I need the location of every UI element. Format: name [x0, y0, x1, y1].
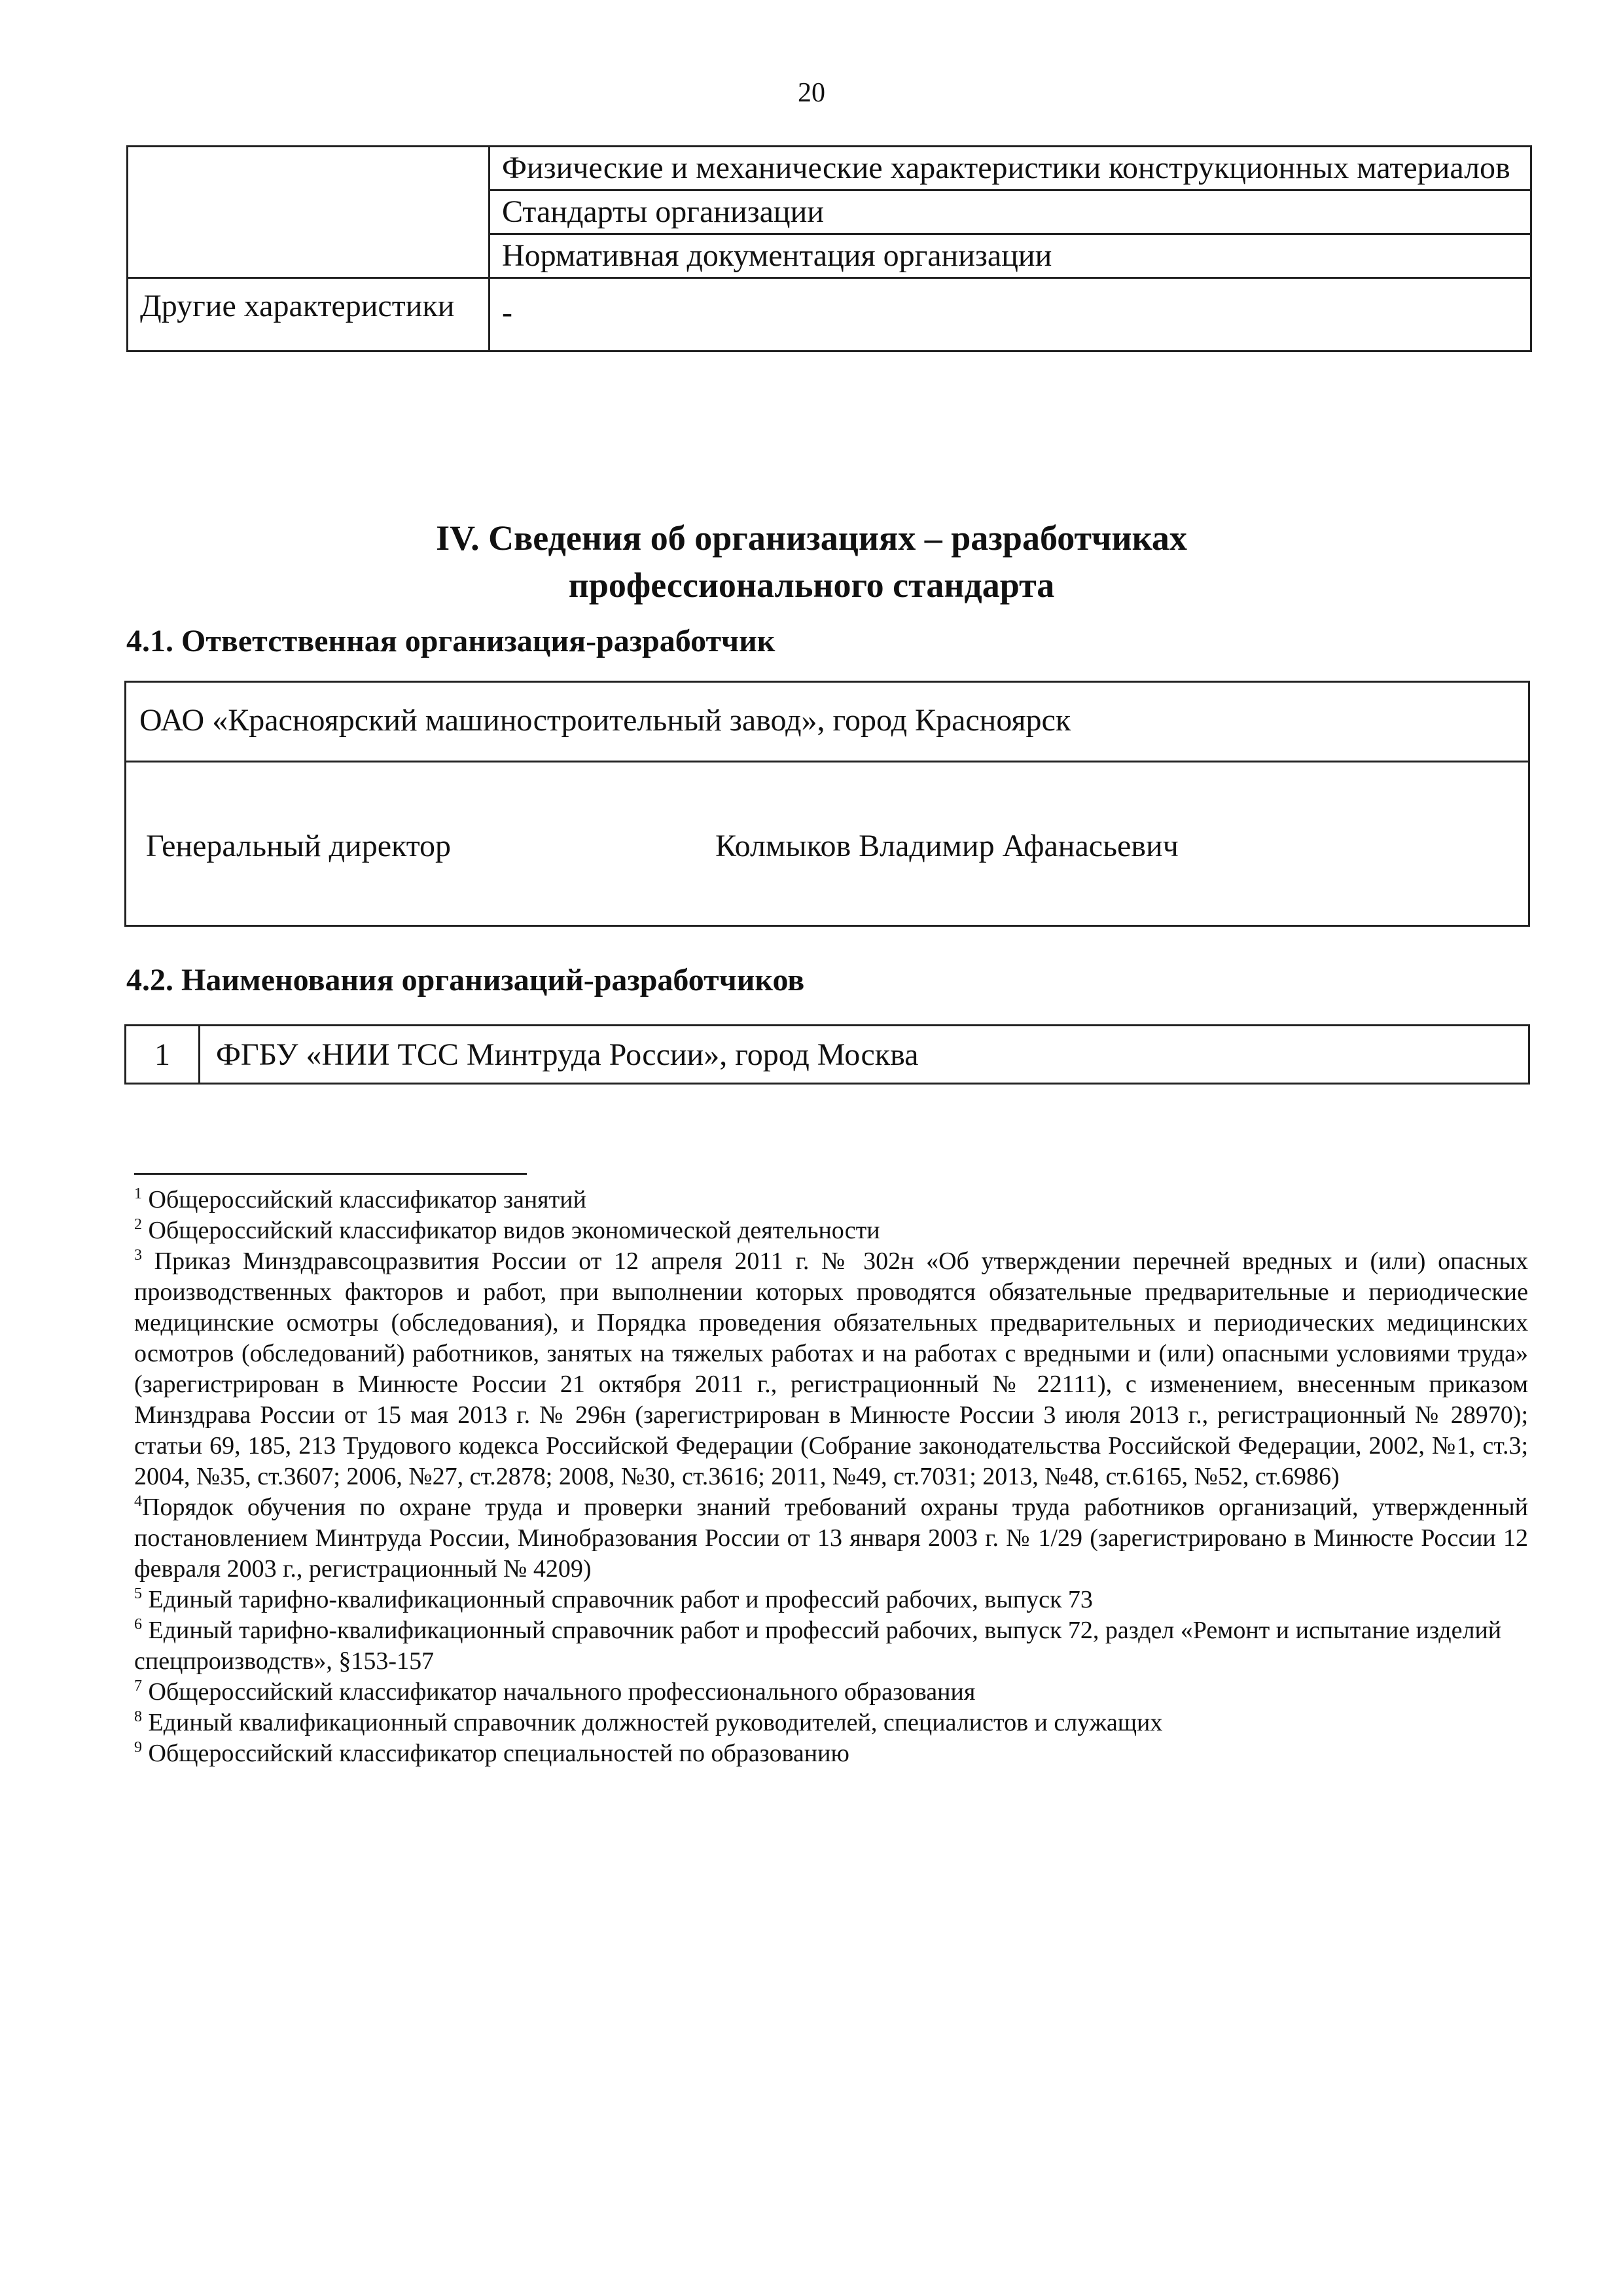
- table-row: [126, 1026, 1529, 1084]
- footnote-text: Общероссийский классификатор видов экономической деятельности: [148, 1217, 880, 1244]
- footnote-mark: 1: [134, 1185, 142, 1202]
- footnote-text: Единый тарифно-квалификационный справочник работ и профессий рабочих, выпуск 72, раздел «Ремонт и испытание изделий спецпроизводств», §153-157: [134, 1617, 1502, 1675]
- table-cell: [490, 190, 1531, 234]
- footnote: [134, 1708, 1528, 1738]
- organization-name: ОАО «Красноярский машиностроительный завод», город Красноярск: [126, 683, 1528, 762]
- footnote-text: Порядок обучения по охране труда и проверки знаний требований охраны труда работников организаций, утвержденный постановлением Минтруда России, Минобразования России от 13 января 2003 г. № 1/29 (зарегистрировано в Минюсте России 12 февраля 2003 г., регистрационный № 4209): [134, 1494, 1528, 1583]
- footnote-text: Общероссийский классификатор занятий: [148, 1186, 586, 1213]
- developers-heading: 4.2. Наименования организаций-разработчиков: [126, 963, 805, 997]
- footnote-text: Общероссийский классификатор специальностей по образованию: [148, 1740, 849, 1767]
- table-row: [128, 147, 1531, 190]
- section-title-line1: IV. Сведения об организациях – разработчиках: [436, 518, 1187, 558]
- footnote-mark: 9: [134, 1739, 142, 1756]
- footnote: [134, 1677, 1528, 1708]
- cell-text: Физические и механические характеристики конструкционных материалов: [502, 151, 1510, 185]
- footnote-mark: 3: [134, 1247, 142, 1264]
- row-label: Другие характеристики: [140, 289, 455, 323]
- table-cell-empty: [128, 147, 490, 278]
- cell-text: Стандарты организации: [502, 194, 824, 229]
- director-name: Колмыков Владимир Афанасьевич: [715, 829, 1179, 863]
- footnote-mark: 8: [134, 1708, 142, 1725]
- footnote-separator: [134, 1173, 527, 1175]
- footnote: [134, 1738, 1528, 1769]
- footnote: [134, 1185, 1528, 1215]
- table-cell: [490, 147, 1531, 190]
- developer-number: 1: [126, 1026, 200, 1084]
- footnote-mark: 5: [134, 1585, 142, 1602]
- footnote-text: Приказ Минздравсоцразвития России от 12 апреля 2011 г. № 302н «Об утверждении перечней вредных и (или) опасных производственных факторов и работ, при выполнении которых проводятся обязательные предварительные и периодические медицинские осмотры (обследования), и Порядка проведения обязательных предварительных и периодических медицинских осмотров (обследований) работников, занятых на тяжелых работах и на работах с вредными и (или) опасными условиями труда» (зарегистрирован в Минюсте России 21 октября 2011 г., регистрационный № 22111), с изменением, внесенным приказом Минздрава России от 15 мая 2013 г. № 296н (зарегистрирован в Минюсте России 3 июля 2013 г., регистрационный № 28970); статьи 69, 185, 213 Трудового кодекса Российской Федерации (Собрание законодательства Российской Федерации, 2002, №1, ст.3; 2004, №35, ст.3607; 2006, №27, ст.2878; 2008, №30, ст.3616; 2011, №49, ст.7031; 2013, №48, ст.6165, №52, ст.6986): [134, 1247, 1529, 1490]
- footnote-mark: 2: [134, 1216, 142, 1233]
- cell-text: Нормативная документация организации: [502, 238, 1052, 273]
- footnote: [134, 1246, 1528, 1492]
- responsible-organization-box: [124, 681, 1530, 927]
- footnote-mark: 7: [134, 1677, 142, 1695]
- footnote-text: Единый квалификационный справочник должностей руководителей, специалистов и служащих: [148, 1709, 1163, 1736]
- page-number: 20: [798, 78, 825, 108]
- footnote: [134, 1492, 1528, 1585]
- footnote: [134, 1585, 1528, 1615]
- table-row: [128, 278, 1531, 351]
- director-position: Генеральный директор: [146, 829, 452, 863]
- table-cell: [490, 278, 1531, 351]
- section-title-line2: профессионального стандарта: [568, 565, 1055, 605]
- developers-table: [124, 1024, 1530, 1085]
- footnote-text: Единый тарифно-квалификационный справочник работ и профессий рабочих, выпуск 73: [148, 1586, 1093, 1613]
- footnote: [134, 1215, 1528, 1246]
- responsible-heading: 4.1. Ответственная организация-разработчик: [126, 624, 776, 658]
- footnote-text: Общероссийский классификатор начального профессионального образования: [148, 1678, 976, 1706]
- footnote-mark: 6: [134, 1616, 142, 1633]
- footnotes: [134, 1185, 1528, 1769]
- characteristics-table: [126, 145, 1532, 352]
- footnote: [134, 1615, 1528, 1677]
- table-cell: [128, 278, 490, 351]
- footnote-mark: 4: [134, 1493, 142, 1510]
- developer-name: ФГБУ «НИИ ТСС Минтруда России», город Москва: [200, 1026, 1529, 1084]
- cell-text: -: [502, 295, 512, 330]
- table-cell: [490, 234, 1531, 278]
